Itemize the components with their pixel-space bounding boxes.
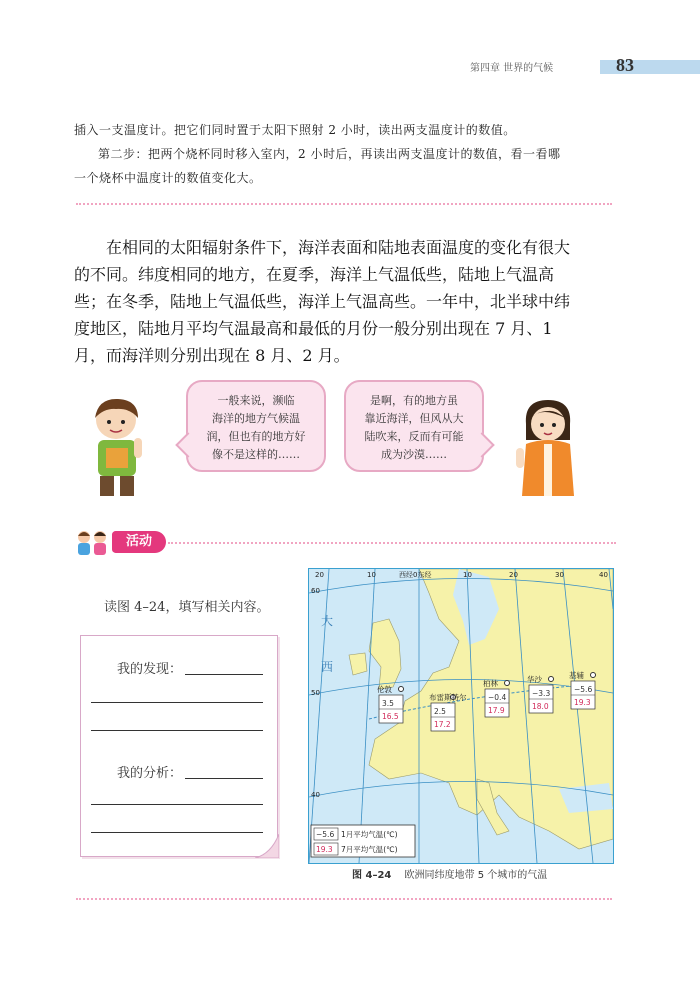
- jan-temperature: 3.5: [382, 699, 394, 708]
- lon-label: 10: [463, 571, 472, 579]
- answer-note-card: [80, 635, 278, 857]
- city-name: 布雷斯特尔: [429, 693, 467, 702]
- boy-illustration: [82, 396, 154, 500]
- girl-illustration: [512, 396, 584, 502]
- legend-jan-label: 1月平均气温(℃): [341, 830, 398, 839]
- activity-badge: 活动: [112, 531, 166, 553]
- bubble-tail: [469, 432, 494, 457]
- bubble-text: 润，但也有的地方好: [206, 430, 306, 443]
- legend-jan-value: −5.6: [316, 830, 335, 839]
- boy-speech-bubble: [186, 380, 326, 472]
- jul-temperature: 18.0: [532, 702, 549, 711]
- bubble-text: 一般来说，濒临: [217, 394, 295, 407]
- paragraph-line: 的不同。纬度相同的地方，在夏季，海洋上气温低些，陆地上气温高: [74, 265, 555, 284]
- figure-caption: [352, 866, 547, 881]
- paragraph-line: 在相同的太阳辐射条件下，海洋表面和陆地表面温度的变化有很大: [106, 238, 571, 257]
- lon-label: 30: [555, 571, 564, 579]
- experiment-line-3: 一个烧杯中温度计的数值变化大。: [74, 171, 262, 185]
- city-name: 华沙: [527, 675, 542, 684]
- page-curl-icon: [255, 834, 279, 858]
- lon-label: 西经0东经: [399, 571, 432, 579]
- activity-instruction: 读图 4–24，填写相关内容。: [104, 600, 270, 615]
- paragraph-line: 度地区，陆地月平均气温最高和最低的月份一般分别出现在 7 月、1: [74, 319, 553, 338]
- lat-label: 50: [311, 689, 320, 697]
- city-marker: [377, 684, 404, 723]
- discovery-label: 我的发现：: [117, 662, 183, 677]
- answer-line[interactable]: [185, 674, 263, 675]
- city-marker: [569, 670, 596, 709]
- city-name: 柏林: [483, 679, 498, 688]
- bubble-text: 像不是这样的……: [212, 448, 300, 461]
- jul-temperature: 16.5: [382, 712, 399, 721]
- bubble-text: 成为沙漠……: [381, 448, 447, 461]
- answer-line[interactable]: [91, 804, 263, 805]
- caption-number: 图 4–24: [352, 870, 392, 881]
- europe-map: [308, 568, 614, 864]
- jul-temperature: 17.2: [434, 720, 451, 729]
- girl-speech-bubble: [344, 380, 484, 472]
- bubble-text: 海洋的地方气候温: [212, 412, 300, 425]
- jul-temperature: 19.3: [574, 698, 591, 707]
- dotted-divider: [76, 203, 612, 205]
- map-legend: [311, 825, 415, 857]
- experiment-line-2: 第二步：把两个烧杯同时移入室内，2 小时后，再读出两支温度计的数值，看一看哪: [98, 147, 561, 161]
- city-marker: [527, 674, 554, 713]
- jan-temperature: −0.4: [488, 693, 507, 702]
- lon-label: 20: [509, 571, 518, 579]
- ocean-label: 西: [321, 660, 334, 674]
- lat-label: 60: [311, 587, 320, 595]
- legend-jul-label: 7月平均气温(℃): [341, 845, 398, 854]
- lon-label: 10: [367, 571, 376, 579]
- city-dot: [549, 677, 554, 682]
- bubble-text: 是啊，有的地方虽: [370, 394, 458, 407]
- city-dot: [591, 673, 596, 678]
- answer-line[interactable]: [91, 832, 263, 833]
- answer-line[interactable]: [185, 778, 263, 779]
- jul-temperature: 17.9: [488, 706, 505, 715]
- ocean-label: 大: [321, 614, 334, 628]
- analysis-label: 我的分析：: [117, 766, 183, 781]
- city-name: 伦敦: [377, 685, 392, 694]
- header-bar: [600, 60, 700, 74]
- answer-line[interactable]: [91, 730, 263, 731]
- city-dot: [505, 681, 510, 686]
- jan-temperature: 2.5: [434, 707, 446, 716]
- paragraph-line: 些；在冬季，陆地上气温低些，海洋上气温高些。一年中，北半球中纬: [74, 292, 571, 311]
- experiment-line-1: 插入一支温度计。把它们同时置于太阳下照射 2 小时，读出两支温度计的数值。: [74, 123, 516, 137]
- lon-label: 20: [315, 571, 324, 579]
- dotted-divider: [168, 542, 616, 544]
- paragraph-line: 月，而海洋则分别出现在 8 月、2 月。: [74, 346, 350, 365]
- lon-label: 40: [599, 571, 608, 579]
- kids-icon: [74, 528, 110, 556]
- city-marker: [483, 678, 510, 717]
- main-paragraph: [74, 234, 584, 369]
- bubble-text: 靠近海洋，但风从大: [364, 412, 464, 425]
- caption-text: 欧洲同纬度地带 5 个城市的气温: [404, 870, 548, 881]
- dotted-divider: [76, 898, 612, 900]
- legend-jul-value: 19.3: [316, 845, 333, 854]
- page-number: 83: [616, 55, 634, 75]
- bubble-tail: [175, 432, 200, 457]
- city-name: 基辅: [569, 671, 584, 680]
- lat-label: 40: [311, 791, 320, 799]
- jan-temperature: −3.3: [532, 689, 551, 698]
- jan-temperature: −5.6: [574, 685, 593, 694]
- map-canvas: [309, 569, 613, 863]
- bubble-text: 陆吹来，反而有可能: [364, 430, 464, 443]
- answer-line[interactable]: [91, 702, 263, 703]
- city-dot: [399, 687, 404, 692]
- chapter-title: 第四章 世界的气候: [470, 63, 554, 74]
